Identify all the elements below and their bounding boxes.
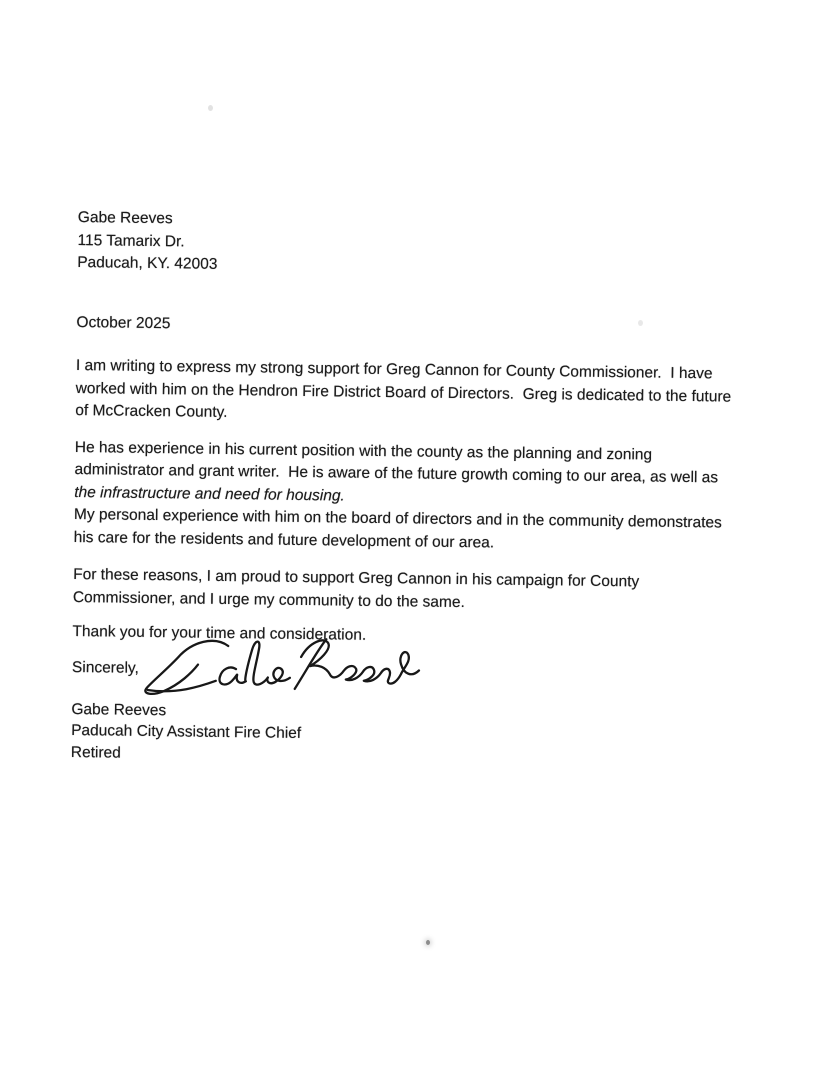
paragraph-line: My personal experience with him on the board of directors and in the community demonstrates	[73, 505, 722, 532]
sender-address-line: 115 Tamarix Dr.	[77, 231, 185, 250]
paragraph-line: administrator and grant writer. He is aware of the future growth coming to our area, as well as	[74, 460, 719, 487]
signature-block	[71, 698, 742, 771]
letter-body	[71, 207, 748, 772]
signer-status: Retired	[70, 743, 121, 762]
paragraph	[74, 436, 745, 557]
sender-address-line: Paducah, KY. 42003	[77, 253, 218, 273]
paragraph-line: I am writing to express my strong support for Greg Cannon for County Commissioner. I have	[75, 356, 713, 383]
scan-artifact-dot	[208, 105, 213, 111]
sender-address-block	[77, 207, 748, 283]
scan-artifact-dot	[426, 940, 430, 945]
paragraph-line: the infrastructure and need for housing.	[74, 483, 345, 505]
closing-row	[72, 656, 742, 688]
paragraph-line: of McCracken County.	[75, 401, 228, 421]
signer-title: Paducah City Assistant Fire Chief	[71, 721, 302, 742]
sender-name: Gabe Reeves	[77, 208, 173, 228]
paragraph-line: For these reasons, I am proud to support Greg Cannon in his campaign for County	[73, 565, 640, 591]
paragraph-line: Thank you for your time and consideration.	[72, 622, 367, 644]
paragraph	[73, 564, 744, 618]
paragraph-line: worked with him on the Hendron Fire District Board of Directors. Greg is dedicated to the future	[75, 379, 732, 406]
paragraph	[72, 621, 742, 652]
signer-name: Gabe Reeves	[71, 700, 167, 719]
letter-date: October 2025	[76, 313, 171, 332]
paragraph-line: Commissioner, and I urge my community to do the same.	[72, 588, 465, 611]
paragraph	[75, 355, 746, 431]
valediction: Sincerely,	[71, 658, 139, 677]
paragraph-line: He has experience in his current position with the county as the planning and zoning	[74, 438, 653, 464]
paragraph-line: his care for the residents and future development of our area.	[73, 528, 495, 551]
